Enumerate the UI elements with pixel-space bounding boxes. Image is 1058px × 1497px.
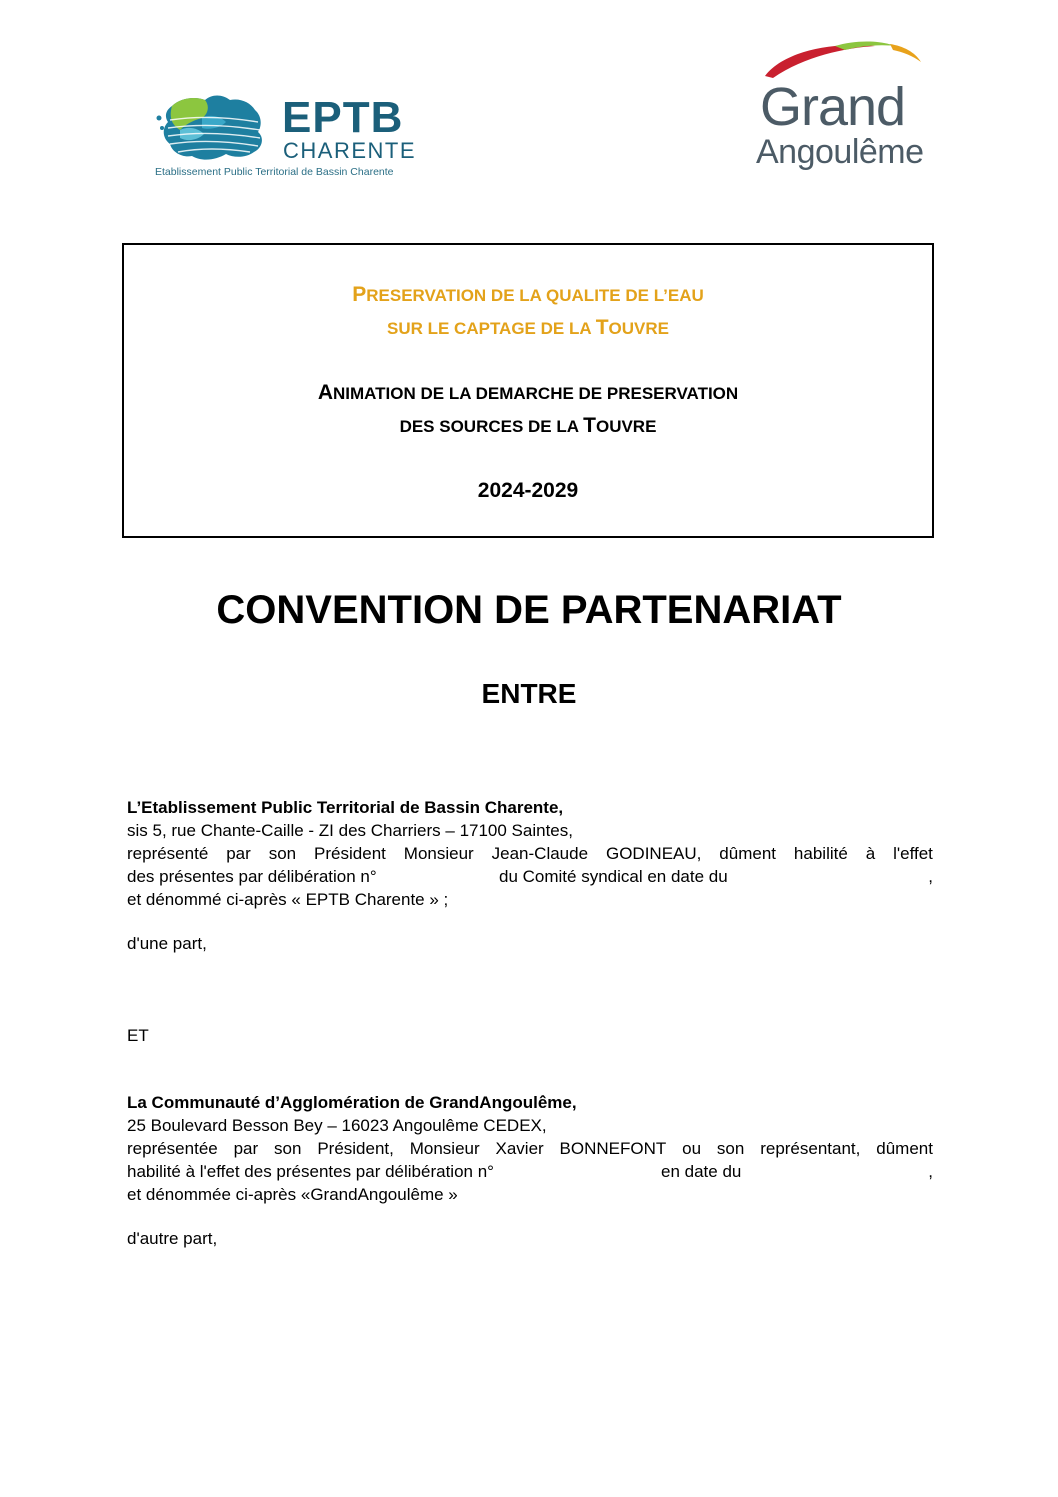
party-1 — [127, 796, 933, 911]
party-1-closing: d'une part, — [127, 934, 207, 953]
eptb-logo-name: EPTB — [282, 93, 404, 142]
party-2 — [127, 1091, 933, 1206]
document-title: CONVENTION DE PARTENARIAT — [216, 588, 842, 632]
party-1-deliberation: des présentes par délibération n° du Comité syndical en date du , — [127, 867, 933, 886]
header-line-2: SUR LE CAPTAGE DE LA TOUVRE — [386, 316, 670, 339]
eptb-logo-subname: CHARENTE — [283, 138, 417, 163]
party-1-name: L’Etablissement Public Territorial de Bassin Charente, — [127, 798, 564, 817]
party-2-address: 25 Boulevard Besson Bey – 16023 Angoulême CEDEX, — [127, 1116, 547, 1135]
header-line-1: PRESERVATION DE LA QUALITE DE L’EAU — [352, 283, 704, 306]
party-2-deliberation: habilité à l'effet des présentes par délibération n° en date du , — [127, 1162, 933, 1181]
eptb-logo-fullname: Etablissement Public Territorial de Bassin Charente — [155, 166, 394, 178]
party-2-denomination: et dénommée ci-après «GrandAngoulême » — [127, 1185, 458, 1204]
header-box — [122, 243, 934, 538]
party-1-address: sis 5, rue Chante-Caille - ZI des Charriers – 17100 Saintes, — [127, 821, 573, 840]
grand-angouleme-logo-line1: Grand — [760, 77, 906, 137]
entre-heading: ENTRE — [481, 678, 577, 709]
header-years: 2024-2029 — [477, 479, 579, 502]
party-1-representative: représenté par son Président Monsieur Jean-Claude GODINEAU, dûment habilité à l'effet — [127, 844, 933, 863]
grand-angouleme-logo-line2: Angoulême — [756, 133, 924, 171]
party-1-denomination: et dénommé ci-après « EPTB Charente » ; — [127, 890, 449, 909]
party-2-name: La Communauté d’Agglomération de GrandAngoulême, — [127, 1093, 577, 1112]
party-2-closing: d'autre part, — [127, 1229, 218, 1248]
et-separator: ET — [127, 1026, 149, 1045]
eptb-map-icon — [150, 92, 280, 167]
header-line-3: ANIMATION DE LA DEMARCHE DE PRESERVATION — [317, 381, 739, 404]
party-2-representative: représentée par son Président, Monsieur Xavier BONNEFONT ou son représentant, dûment — [127, 1139, 933, 1158]
header-line-4: DES SOURCES DE LA TOUVRE — [399, 414, 657, 437]
